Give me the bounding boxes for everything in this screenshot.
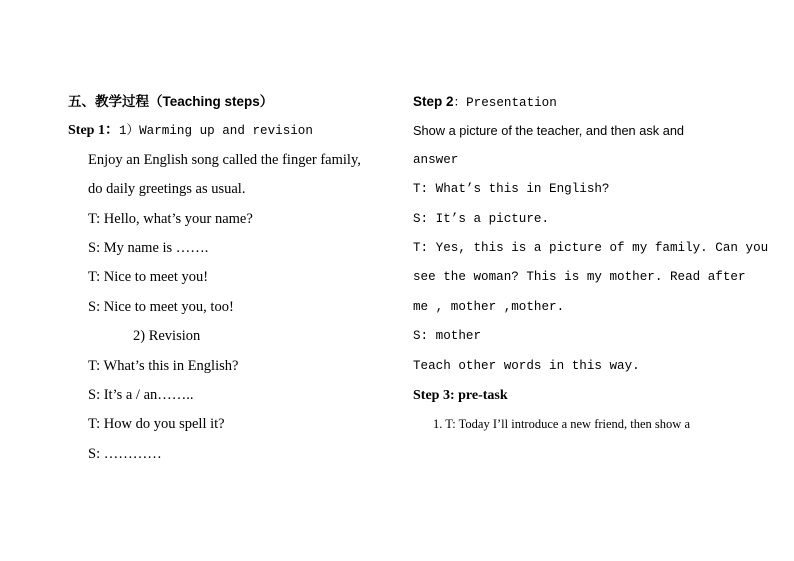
step1-label: Step 1： [68, 123, 119, 139]
revision-subheading: 2) Revision [133, 328, 201, 345]
step3-heading: Step 3: pre-task [413, 387, 508, 403]
text-line: answer [413, 152, 459, 167]
dialogue-line: T: How do you spell it? [88, 416, 225, 433]
dialogue-line: me , mother ,mother. [413, 299, 565, 314]
left-column [68, 87, 398, 469]
dialogue-line: T: Yes, this is a picture of my family. Can you [413, 240, 769, 255]
dialogue-line: see the woman? This is my mother. Read after [413, 270, 746, 285]
dialogue-line: S: It’s a picture. [413, 211, 550, 226]
step1-subtitle: 1）Warming up and revision [118, 124, 313, 139]
right-column [413, 87, 769, 440]
dialogue-line: T: Hello, what’s your name? [88, 210, 253, 227]
step2-line [413, 87, 753, 116]
dialogue-line: S: Nice to meet you, too! [88, 298, 234, 315]
step1-line [68, 116, 398, 145]
numbered-line: 1. T: Today I’ll introduce a new friend, then show a [433, 417, 691, 432]
text-line: Teach other words in this way. [413, 358, 640, 373]
text-line: Show a picture of the teacher, and then ask and [413, 123, 685, 139]
dialogue-line: T: What’s this in English? [88, 357, 239, 374]
text-line: do daily greetings as usual. [88, 181, 246, 198]
dialogue-line: T: Nice to meet you! [88, 269, 209, 286]
dialogue-line: S: mother [413, 329, 482, 344]
dialogue-line: S: ………… [88, 445, 162, 462]
step2-label: Step 2 [413, 94, 454, 109]
step2-title: ：Presentation [453, 96, 557, 110]
dialogue-line: T: What’s this in English? [413, 182, 610, 197]
section-heading: 五、教学过程（Teaching steps） [68, 94, 274, 109]
dialogue-line: S: My name is ……. [88, 239, 209, 256]
text-line: Enjoy an English song called the finger family, [88, 151, 361, 168]
dialogue-line: S: It’s a / an…….. [88, 386, 194, 403]
